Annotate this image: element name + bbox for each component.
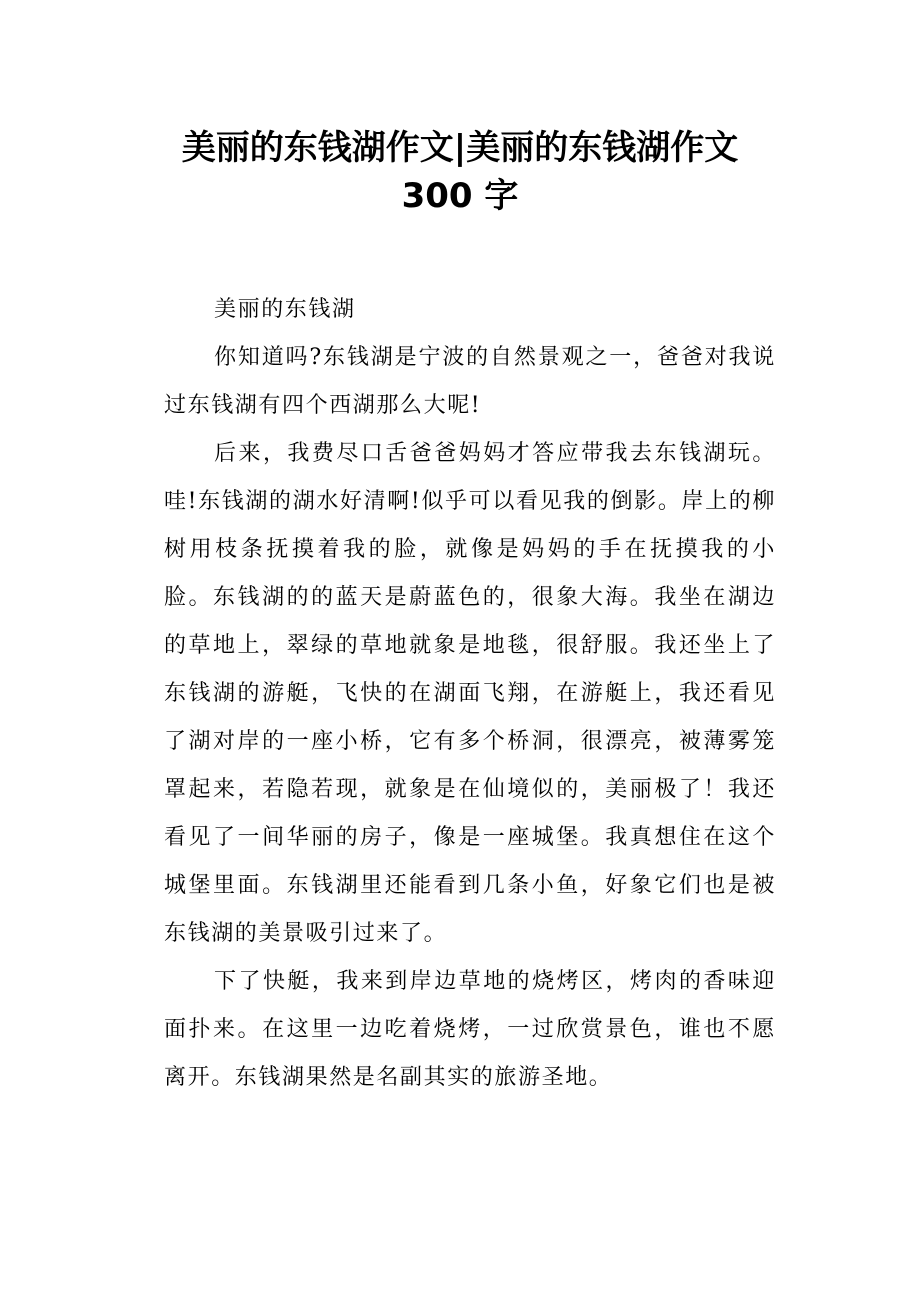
- paragraph-2: 后来，我费尽口舌爸爸妈妈才答应带我去东钱湖玩。哇!东钱湖的湖水好清啊!似乎可以看见我的倒影。岸上的柳树用枝条抚摸着我的脸，就像是妈妈的手在抚摸我的小脸。东钱湖的的蓝天是蔚蓝色的，很象大海。我坐在湖边的草地上，翠绿的草地就象是地毯，很舒服。我还坐上了东钱湖的游艇，飞快的在湖面飞翔，在游艇上，我还看见了湖对岸的一座小桥，它有多个桥洞，很漂亮，被薄雾笼罩起来，若隐若现，就象是在仙境似的，美丽极了！我还看见了一间华丽的房子，像是一座城堡。我真想住在这个城堡里面。东钱湖里还能看到几条小鱼，好象它们也是被东钱湖的美景吸引过来了。: [164, 441, 776, 946]
- document-title: [0, 124, 920, 220]
- document-body: [164, 286, 776, 1102]
- title-line-1: 美丽的东钱湖作文|美丽的东钱湖作文: [181, 128, 739, 168]
- title-line-2: 300 字: [401, 176, 519, 216]
- paragraph-1: 你知道吗?东钱湖是宁波的自然景观之一，爸爸对我说过东钱湖有四个西湖那么大呢!: [164, 345, 776, 418]
- essay-heading: 美丽的东钱湖: [214, 297, 356, 322]
- paragraph-3: 下了快艇，我来到岸边草地的烧烤区，烤肉的香味迎面扑来。在这里一边吃着烧烤，一过欣赏景色，谁也不愿离开。东钱湖果然是名副其实的旅游圣地。: [164, 969, 776, 1090]
